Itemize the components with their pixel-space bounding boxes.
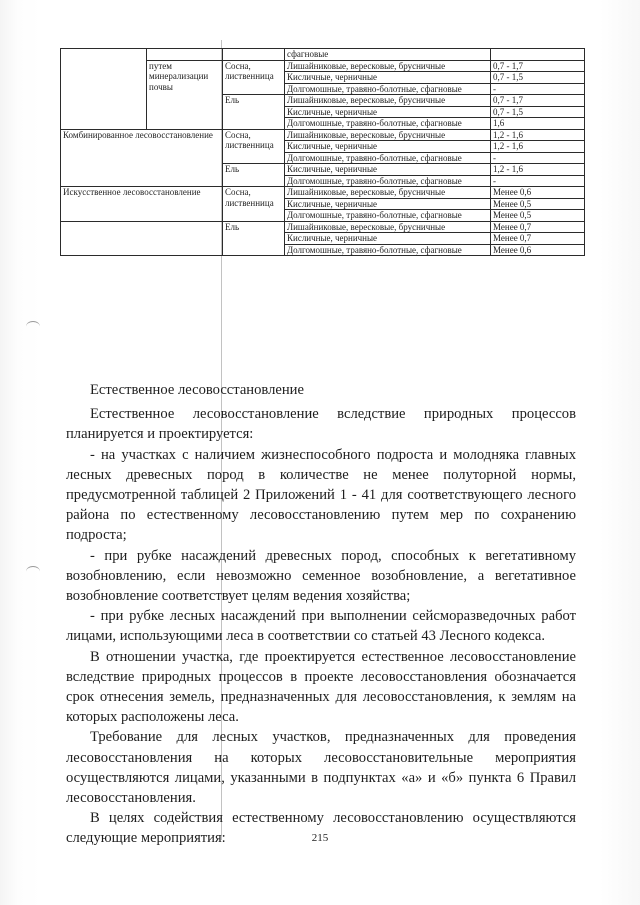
value-cell: 0,7 - 1,5 (491, 106, 585, 118)
value-cell: Менее 0,6 (491, 244, 585, 256)
forest-type-cell: Лишайниковые, вересковые, брусничные (285, 95, 491, 107)
paragraph: Требование для лесных участков, предназначенных для проведения лесовосстановления на которых лесовосстановительные мероприятия осуществляются лицами, указанными в подпунктах «а» и «б» пункта 6 Правил лесовосстановления. (66, 729, 576, 807)
forest-type-cell: сфагновые (285, 49, 491, 61)
value-cell: - (491, 175, 585, 187)
forest-type-cell: Кисличные, черничные (285, 233, 491, 245)
species-cell: Сосна, лиственница (223, 187, 285, 222)
forest-type-cell: Лишайниковые, вересковые, брусничные (285, 129, 491, 141)
method-cell: Комбинированное лесовосстановление (61, 129, 223, 187)
section-heading: Естественное лесовосстановление (90, 382, 304, 398)
value-cell: 0,7 - 1,7 (491, 60, 585, 72)
table-row (61, 129, 585, 141)
species-cell: Сосна, лиственница (223, 129, 285, 164)
punch-hole-mark (26, 321, 40, 332)
paragraph: В целях содействия естественному лесовосстановлению осуществляются следующие мероприятия: (66, 810, 576, 847)
body-text (66, 380, 576, 849)
table-row (61, 187, 585, 199)
forest-type-cell: Лишайниковые, вересковые, брусничные (285, 60, 491, 72)
method-cell (61, 221, 223, 256)
forest-type-cell: Долгомошные, травяно-болотные, сфагновые (285, 152, 491, 164)
forest-type-cell: Лишайниковые, вересковые, брусничные (285, 187, 491, 199)
forest-type-cell: Кисличные, черничные (285, 198, 491, 210)
species-cell: Сосна, лиственница (223, 60, 285, 95)
value-cell: Менее 0,5 (491, 210, 585, 222)
paragraph: В отношении участка, где проектируется естественное лесовосстановление вследствие природных процессов в проекте лесовосстановления обозначается срок отнесения земель, предназначенных для лесовосстановления, к землям на которых расположены леса. (66, 648, 576, 726)
species-cell (223, 49, 285, 61)
paragraph: - при рубке насаждений древесных пород, способных к вегетативному возобновлению, если невозможно семенное возобновление, а вегетативное возобновление соответствует целям ведения хозяйства; (66, 547, 576, 605)
paragraph: Естественное лесовосстановление вследствие природных процессов планируется и проектируется: (66, 406, 576, 443)
technique-cell (147, 49, 223, 61)
forest-type-cell: Долгомошные, травяно-болотные, сфагновые (285, 244, 491, 256)
value-cell: 1,6 (491, 118, 585, 130)
value-cell: 1,2 - 1,6 (491, 129, 585, 141)
value-cell: Менее 0,6 (491, 187, 585, 199)
value-cell: Менее 0,7 (491, 233, 585, 245)
table-row (61, 49, 585, 61)
paragraph: - при рубке лесных насаждений при выполнении сейсморазведочных работ лицами, использующими леса в соответствии со статьей 43 Лесного кодекса. (66, 608, 576, 645)
species-cell: Ель (223, 95, 285, 130)
value-cell: - (491, 83, 585, 95)
forest-type-cell: Кисличные, черничные (285, 106, 491, 118)
value-cell: Менее 0,7 (491, 221, 585, 233)
forest-type-cell: Долгомошные, травяно-болотные, сфагновые (285, 118, 491, 130)
forest-type-cell: Кисличные, черничные (285, 164, 491, 176)
forest-type-cell: Долгомошные, травяно-болотные, сфагновые (285, 175, 491, 187)
species-cell: Ель (223, 221, 285, 256)
forest-type-cell: Долгомошные, травяно-болотные, сфагновые (285, 83, 491, 95)
value-cell (491, 49, 585, 61)
value-cell: - (491, 152, 585, 164)
technique-cell: путем минерализации почвы (147, 60, 223, 129)
paragraph: - на участках с наличием жизнеспособного подроста и молодняка главных лесных древесных пород в количестве не менее полуторной нормы, предусмотренной таблицей 2 Приложений 1 - 41 для соответствующего лесного района по естественному лесовосстановлению путем мер по сохранению подроста; (66, 446, 576, 544)
forest-type-cell: Кисличные, черничные (285, 141, 491, 153)
method-cell: Искусственное лесовосстановление (61, 187, 223, 222)
forest-type-cell: Кисличные, черничные (285, 72, 491, 84)
page-number: 215 (311, 832, 329, 844)
value-cell: 0,7 - 1,5 (491, 72, 585, 84)
value-cell: 0,7 - 1,7 (491, 95, 585, 107)
punch-hole-mark (26, 566, 40, 577)
reforestation-density-table (60, 48, 585, 256)
value-cell: 1,2 - 1,6 (491, 141, 585, 153)
table-row (61, 221, 585, 233)
forest-type-cell: Долгомошные, травяно-болотные, сфагновые (285, 210, 491, 222)
method-cell (61, 49, 147, 130)
value-cell: 1,2 - 1,6 (491, 164, 585, 176)
forest-type-cell: Лишайниковые, вересковые, брусничные (285, 221, 491, 233)
species-cell: Ель (223, 164, 285, 187)
value-cell: Менее 0,5 (491, 198, 585, 210)
